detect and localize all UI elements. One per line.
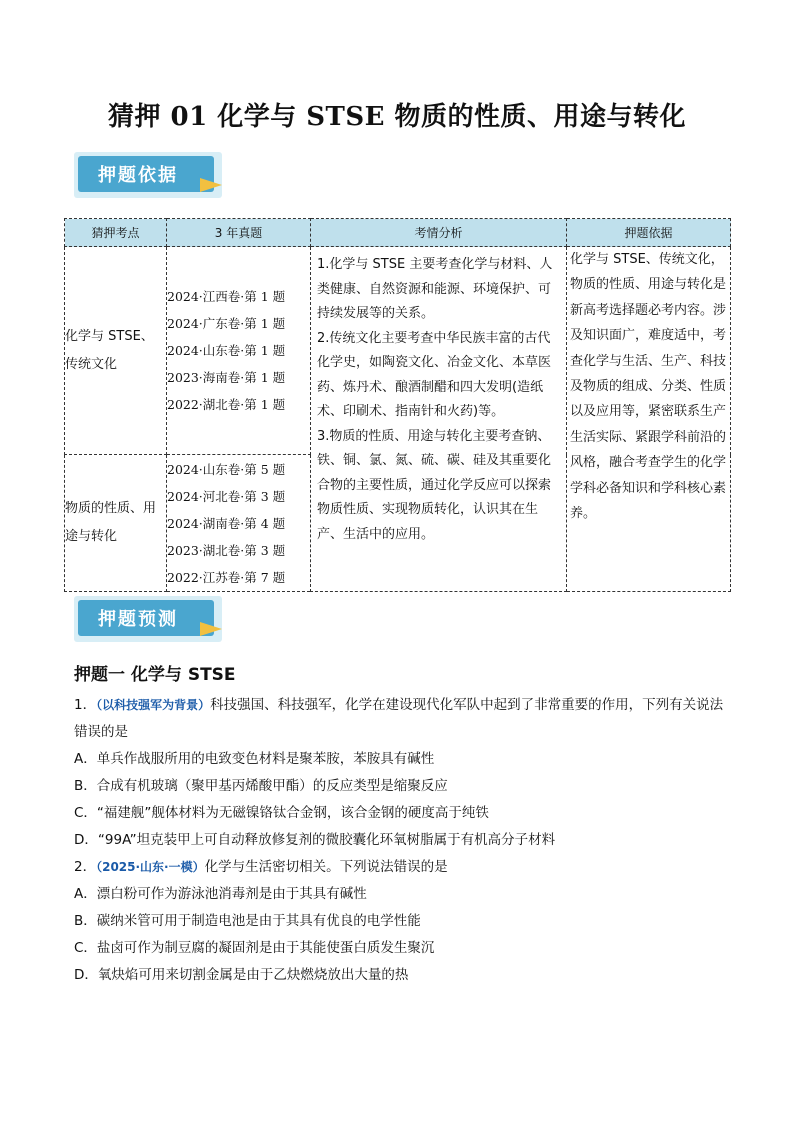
table-header: 3 年真题: [167, 219, 311, 247]
year-item: 2024·山东卷·第 1 题: [167, 343, 286, 358]
year-item: 2024·河北卷·第 3 题: [167, 488, 286, 504]
option-b: B．碳纳米管可用于制造电池是由于其具有优良的电学性能: [74, 913, 421, 929]
question-stem: 化学与生活密切相关。下列说法错误的是: [204, 859, 448, 875]
banner-basis-label: 押题依据: [78, 156, 214, 192]
year-item: 2022·江苏卷·第 7 题: [167, 569, 286, 585]
table-row: [65, 247, 731, 455]
years-cell: [167, 247, 311, 455]
year-item: 2024·山东卷·第 5 题: [167, 461, 286, 477]
year-item: 2023·海南卷·第 1 题: [167, 370, 286, 385]
question-1: [74, 692, 724, 854]
option-d: D．氧炔焰可用来切割金属是由于乙炔燃烧放出大量的热: [74, 967, 409, 983]
option-a: A．漂白粉可作为游泳池消毒剂是由于其具有碱性: [74, 886, 367, 902]
year-item: 2022·湖北卷·第 1 题: [167, 397, 286, 412]
banner-predict: [74, 596, 226, 644]
table-header: 猜押考点: [65, 219, 167, 247]
banner-basis: [74, 152, 226, 200]
years-cell: [167, 455, 311, 592]
option-b: B．合成有机玻璃（聚甲基丙烯酸甲酯）的反应类型是缩聚反应: [74, 778, 448, 794]
analysis-paragraph: 2.传统文化主要考查中华民族丰富的古代化学史，如陶瓷文化、冶金文化、本草医药、炼丹术、酿酒制醋和四大发明(造纸术、印刷术、指南针和火药)等。: [317, 330, 552, 419]
analysis-paragraph: 3.物质的性质、用途与转化主要考查钠、铁、铜、氯、氮、硫、碳、硅及其重要化合物的主要性质，通过化学反应可以探索物质性质、实现物质转化，认识其在生产、生活中的应用。: [317, 428, 552, 542]
year-item: 2024·江西卷·第 1 题: [167, 289, 286, 304]
basis-table: [64, 218, 731, 592]
question-2: [74, 854, 724, 989]
year-item: 2024·湖南卷·第 4 题: [167, 515, 286, 531]
table-header: 押题依据: [567, 219, 731, 247]
topic-cell: 化学与 STSE、传统文化: [65, 247, 167, 455]
question-source: （2025·山东·一模）: [96, 860, 205, 874]
question-number: 2．: [74, 859, 97, 875]
year-item: 2024·广东卷·第 1 题: [167, 316, 286, 331]
question-source: （以科技强军为背景）: [96, 698, 211, 712]
table-header: 考情分析: [311, 219, 567, 247]
section-heading: 押题一 化学与 STSE: [74, 665, 236, 685]
question-stem: 科技强国、科技强军，化学在建设现代化军队中起到了非常重要的作用，下列有关说法错误的是: [74, 697, 724, 740]
page-title: 猜押 01 化学与 STSE 物质的性质、用途与转化: [107, 102, 687, 132]
option-c: C．盐卤可作为制豆腐的凝固剂是由于其能使蛋白质发生聚沉: [74, 940, 435, 956]
option-a: A．单兵作战服所用的电致变色材料是聚苯胺，苯胺具有碱性: [74, 751, 435, 767]
option-d: D．“99A”坦克装甲上可自动释放修复剂的微胶囊化环氧树脂属于有机高分子材料: [74, 832, 556, 848]
basis-cell: 化学与 STSE、传统文化，物质的性质、用途与转化是新高考选择题必考内容。涉及知识面广，难度适中，考查化学与生活、生产、科技及物质的组成、分类、性质以及应用等，紧密联系生产生活实际、紧跟学科前沿的风格，融合考查学生的化学学科必备知识和学科核心素养。: [567, 247, 731, 592]
question-number: 1．: [74, 697, 97, 713]
analysis-paragraph: 1.化学与 STSE 主要考查化学与材料、人类健康、自然资源和能源、环境保护、可持续发展等的关系。: [317, 257, 553, 321]
banner-predict-label: 押题预测: [78, 600, 214, 636]
analysis-cell: [311, 247, 567, 592]
table-header-row: [65, 219, 731, 247]
topic-cell: 物质的性质、用途与转化: [65, 455, 167, 592]
option-c: C．“福建舰”舰体材料为无磁镍铬钛合金钢，该合金钢的硬度高于纯铁: [74, 805, 489, 821]
year-item: 2023·湖北卷·第 3 题: [167, 542, 286, 558]
